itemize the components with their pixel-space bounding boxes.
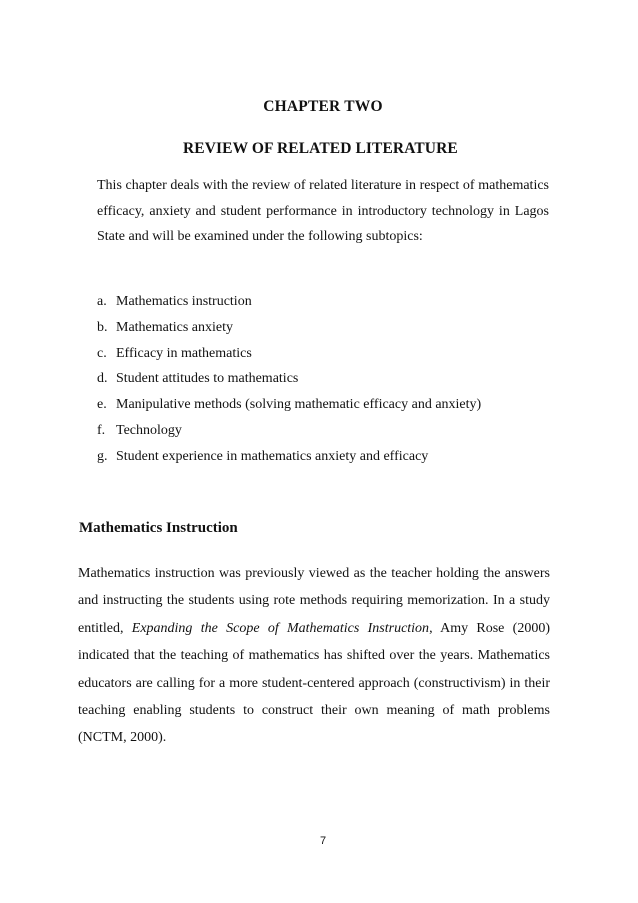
list-item (97, 289, 557, 315)
paragraph-text-end: , Amy Rose (2000) indicated that the teaching of mathematics has shifted over the years. Mathematics educators are calling for a more student-centered approach (constructivism) in their teaching enabling students to construct their own meaning of math problems (NCTM, 2000). (78, 620, 550, 746)
study-title: Expanding the Scope of Mathematics Instruction (131, 620, 430, 636)
list-item-label: Student experience in mathematics anxiety and efficacy (116, 448, 429, 464)
list-item-label: Mathematics instruction (116, 294, 252, 309)
section-paragraph (78, 560, 550, 752)
chapter-title: REVIEW OF RELATED LITERATURE (183, 140, 458, 157)
list-item-label: Student attitudes to mathematics (116, 371, 299, 387)
list-marker: g. (97, 448, 108, 464)
chapter-number: CHAPTER TWO (263, 98, 383, 115)
list-marker: d. (97, 371, 108, 387)
section-heading: Mathematics Instruction (79, 520, 238, 536)
list-item-label: Manipulative methods (solving mathematic efficacy and anxiety) (116, 397, 482, 413)
list-marker: b. (97, 319, 108, 335)
page-number: 7 (319, 835, 327, 847)
list-marker: e. (97, 397, 107, 413)
list-item-label: Technology (116, 422, 182, 438)
list-item (97, 392, 557, 418)
intro-paragraph: This chapter deals with the review of related literature in respect of mathematics efficacy, anxiety and student performance in introductory technology in Lagos State and will be examined under the following subtopics: (97, 178, 549, 244)
list-item (97, 418, 557, 444)
list-item-label: Mathematics anxiety (116, 319, 234, 335)
list-item (97, 366, 557, 392)
paragraph-text-start: Mathematics instruction was previously viewed as the teacher holding the answers and instructing the students using rote methods requiring memorization. In a study entitled, (78, 566, 550, 636)
list-marker: a. (97, 294, 107, 309)
list-item (97, 341, 557, 367)
list-marker: c. (97, 345, 107, 361)
list-item (97, 444, 557, 470)
subtopic-list (97, 289, 557, 470)
list-marker: f. (97, 422, 106, 438)
list-item (97, 315, 557, 341)
list-item-label: Efficacy in mathematics (116, 345, 252, 361)
